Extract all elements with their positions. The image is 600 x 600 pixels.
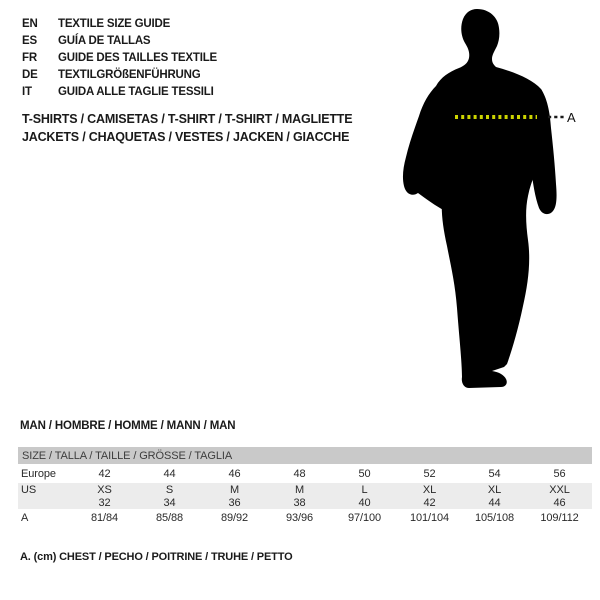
size-cell: 44 bbox=[462, 496, 527, 509]
size-cell: XL bbox=[462, 483, 527, 496]
language-row bbox=[22, 32, 217, 49]
size-cell: 36 bbox=[202, 496, 267, 509]
language-label: GUIDE DES TAILLES TEXTILE bbox=[58, 51, 217, 64]
size-cell: 93/96 bbox=[285, 512, 314, 524]
language-label: TEXTILGRÖßENFÜHRUNG bbox=[58, 68, 201, 81]
size-cell: M bbox=[267, 483, 332, 496]
language-list bbox=[22, 15, 217, 100]
row-label: A bbox=[21, 512, 29, 524]
language-code: FR bbox=[22, 51, 37, 64]
size-cell: 97/100 bbox=[347, 512, 382, 524]
language-code: DE bbox=[22, 68, 38, 81]
table-header-label: SIZE / TALLA / TAILLE / GRÖSSE / TAGLIA bbox=[18, 447, 592, 464]
size-cell: 42 bbox=[98, 467, 111, 480]
size-cell: XS bbox=[72, 483, 137, 496]
table-header-bar bbox=[18, 447, 592, 464]
language-label: TEXTILE SIZE GUIDE bbox=[58, 17, 171, 30]
size-cell: 46 bbox=[228, 467, 241, 480]
category-line-jackets: JACKETS / CHAQUETAS / VESTES / JACKEN / GIACCHE bbox=[22, 130, 350, 144]
size-cell: 81/84 bbox=[90, 512, 119, 524]
size-cell: XL bbox=[397, 483, 462, 496]
language-code: IT bbox=[22, 85, 32, 98]
table-row bbox=[18, 464, 592, 483]
row-label: US bbox=[18, 483, 72, 496]
size-cell: 42 bbox=[397, 496, 462, 509]
language-code: ES bbox=[22, 34, 37, 47]
size-cell: 109/112 bbox=[540, 512, 579, 524]
size-cell: 101/104 bbox=[409, 512, 450, 524]
size-cell: 50 bbox=[358, 467, 371, 480]
category-list bbox=[22, 110, 352, 146]
table-row bbox=[18, 496, 592, 509]
size-cell: M bbox=[202, 483, 267, 496]
table-row bbox=[18, 509, 592, 527]
man-silhouette bbox=[395, 5, 580, 395]
size-cell: 85/88 bbox=[155, 512, 184, 524]
size-table bbox=[18, 447, 592, 527]
size-cell: 44 bbox=[163, 467, 176, 480]
size-cell: 38 bbox=[267, 496, 332, 509]
size-cell: 34 bbox=[137, 496, 202, 509]
measurement-note: A. (cm) CHEST / PECHO / POITRINE / TRUHE / PETTO bbox=[20, 551, 293, 563]
language-code: EN bbox=[22, 17, 38, 30]
size-cell: 89/92 bbox=[220, 512, 249, 524]
section-title: MAN / HOMBRE / HOMME / MANN / MAN bbox=[20, 420, 236, 432]
size-cell: 52 bbox=[423, 467, 436, 480]
language-row bbox=[22, 15, 217, 32]
row-label: Europe bbox=[21, 467, 56, 480]
language-row bbox=[22, 66, 217, 83]
size-cell: S bbox=[137, 483, 202, 496]
size-cell: 32 bbox=[72, 496, 137, 509]
measure-label-a: A bbox=[567, 110, 576, 125]
language-row bbox=[22, 49, 217, 66]
row-label bbox=[18, 496, 72, 509]
size-cell: 105/108 bbox=[474, 512, 515, 524]
language-label: GUÍA DE TALLAS bbox=[58, 34, 151, 47]
language-label: GUIDA ALLE TAGLIE TESSILI bbox=[58, 85, 214, 98]
size-cell: 40 bbox=[332, 496, 397, 509]
size-cell: XXL bbox=[527, 483, 592, 496]
table-row bbox=[18, 483, 592, 496]
size-cell: 46 bbox=[527, 496, 592, 509]
size-cell: L bbox=[332, 483, 397, 496]
silhouette-right-arm bbox=[527, 89, 556, 214]
size-cell: 56 bbox=[553, 467, 566, 480]
size-cell: 48 bbox=[293, 467, 306, 480]
category-line-tshirts: T-SHIRTS / CAMISETAS / T-SHIRT / T-SHIRT / MAGLIETTE bbox=[22, 112, 353, 126]
size-cell: 54 bbox=[488, 467, 501, 480]
language-row bbox=[22, 83, 217, 100]
